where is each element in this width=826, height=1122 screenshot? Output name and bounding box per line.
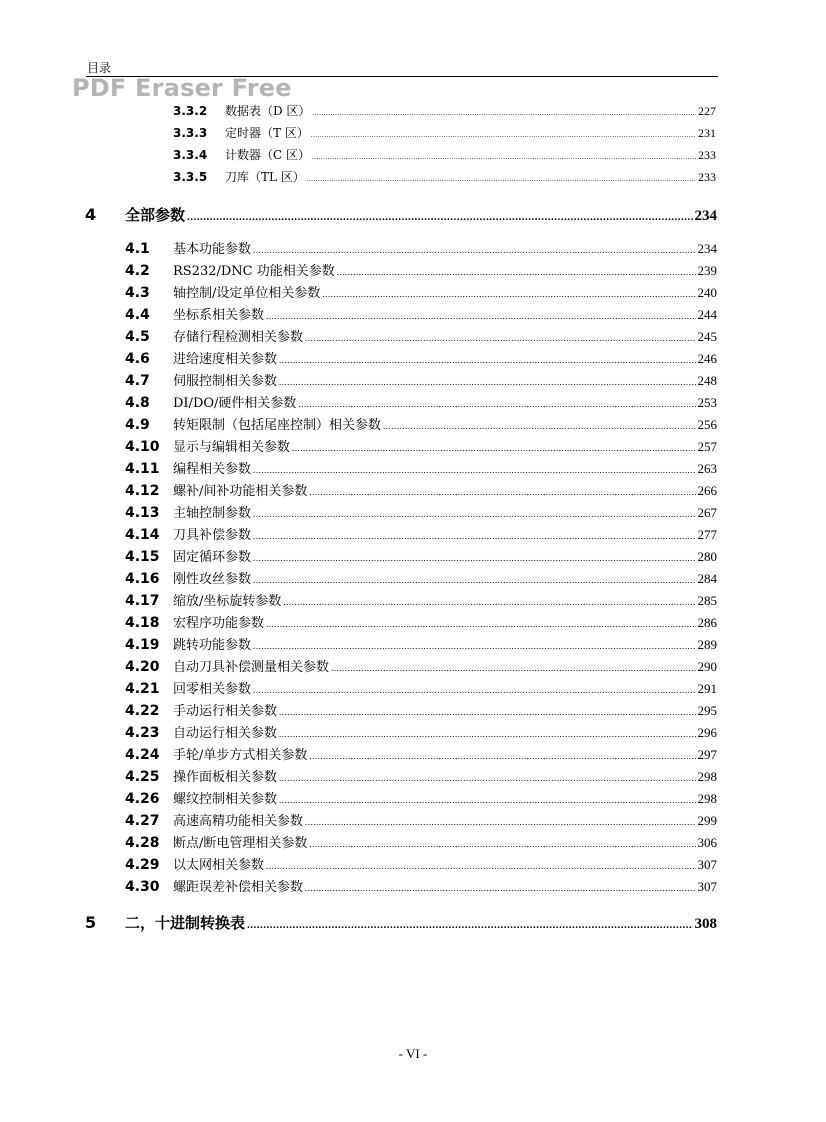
toc-entry-4-14[interactable] xyxy=(125,524,717,542)
toc-entry-title: 刀具补偿参数 xyxy=(173,528,252,543)
toc-entry-page: 240 xyxy=(697,285,717,300)
toc-entry-title: 坐标系相关参数 xyxy=(173,308,265,323)
toc-entry-page: 245 xyxy=(697,329,717,344)
toc-entry-page: 253 xyxy=(697,395,717,410)
toc-entry-page: 227 xyxy=(698,104,716,118)
toc-dot-leader xyxy=(311,131,696,139)
toc-entry-title: 宏程序功能参数 xyxy=(173,616,265,631)
toc-entry-number: 4.30 xyxy=(125,879,160,895)
toc-dot-leader xyxy=(383,421,695,431)
toc-entry-3-3-3[interactable] xyxy=(173,124,716,140)
toc-entry-4-30[interactable] xyxy=(125,876,717,894)
toc-entry-number: 4.8 xyxy=(125,395,150,411)
toc-chapter-number: 5 xyxy=(85,913,97,932)
toc-entry-4-29[interactable] xyxy=(125,854,717,872)
toc-dot-leader xyxy=(312,109,696,117)
toc-entry-page: 306 xyxy=(697,835,717,850)
toc-entry-title: 计数器（C 区） xyxy=(225,148,310,162)
toc-entry-page: 233 xyxy=(698,148,716,162)
toc-entry-4-9[interactable] xyxy=(125,414,717,432)
toc-entry-4-5[interactable] xyxy=(125,326,717,344)
toc-entry-title: 主轴控制参数 xyxy=(173,506,252,521)
toc-chapter-page: 234 xyxy=(694,208,717,224)
toc-entry-title: 刚性攻丝参数 xyxy=(173,572,252,587)
toc-entry-number: 3.3.2 xyxy=(173,104,208,118)
toc-entry-title: RS232/DNC 功能相关参数 xyxy=(173,264,335,279)
toc-entry-3-3-2[interactable] xyxy=(173,102,716,118)
toc-entry-4-12[interactable] xyxy=(125,480,717,498)
toc-entry-title: 伺服控制相关参数 xyxy=(173,374,278,389)
toc-entry-number: 4.11 xyxy=(125,461,160,477)
toc-entry-4-7[interactable] xyxy=(125,370,717,388)
toc-entry-4-23[interactable] xyxy=(125,722,717,740)
toc-entry-page: 263 xyxy=(697,461,717,476)
toc-entry-number: 4.4 xyxy=(125,307,150,323)
toc-entry-title: 轴控制/设定单位相关参数 xyxy=(173,286,321,301)
toc-entry-number: 4.25 xyxy=(125,769,160,785)
toc-chapter-title: 全部参数 xyxy=(125,206,186,224)
toc-dot-leader xyxy=(331,663,695,673)
toc-entry-number: 4.10 xyxy=(125,439,160,455)
toc-dot-leader xyxy=(312,153,696,161)
toc-entry-number: 4.13 xyxy=(125,505,160,521)
toc-entry-4-11[interactable] xyxy=(125,458,717,476)
toc-entry-page: 280 xyxy=(697,549,717,564)
toc-entry-page: 248 xyxy=(697,373,717,388)
toc-entry-title: 螺纹控制相关参数 xyxy=(173,792,278,807)
toc-entry-title: 固定循环参数 xyxy=(173,550,252,565)
toc-dot-leader xyxy=(307,175,696,183)
toc-entry-page: 231 xyxy=(698,126,716,140)
toc-dot-leader xyxy=(253,685,695,695)
toc-dot-leader xyxy=(253,245,695,255)
toc-entry-number: 4.27 xyxy=(125,813,160,829)
toc-dot-leader xyxy=(266,861,695,871)
toc-entry-4-15[interactable] xyxy=(125,546,717,564)
toc-entry-page: 307 xyxy=(697,879,717,894)
toc-entry-page: 277 xyxy=(697,527,717,542)
toc-dot-leader xyxy=(305,333,695,343)
toc-entry-4-13[interactable] xyxy=(125,502,717,520)
toc-entry-number: 4.29 xyxy=(125,857,160,873)
toc-entry-number: 4.19 xyxy=(125,637,160,653)
toc-entry-page: 307 xyxy=(697,857,717,872)
toc-entry-title: 手轮/单步方式相关参数 xyxy=(173,748,308,763)
toc-chapter-number: 4 xyxy=(85,205,97,224)
toc-entry-title: 自动运行相关参数 xyxy=(173,726,278,741)
toc-dot-leader xyxy=(279,773,695,783)
toc-chapter-page: 308 xyxy=(694,916,717,932)
toc-entry-title: 编程相关参数 xyxy=(173,462,252,477)
toc-entry-number: 4.22 xyxy=(125,703,160,719)
toc-dot-leader xyxy=(266,619,695,629)
toc-entry-4-25[interactable] xyxy=(125,766,717,784)
toc-entry-title: 刀库（TL 区） xyxy=(225,170,305,184)
toc-dot-leader xyxy=(309,487,695,497)
toc-entry-number: 4.3 xyxy=(125,285,150,301)
toc-entry-4-3[interactable] xyxy=(125,282,717,300)
toc-entry-number: 4.18 xyxy=(125,615,160,631)
toc-dot-leader xyxy=(309,751,695,761)
toc-entry-4-18[interactable] xyxy=(125,612,717,630)
toc-chapter-5[interactable] xyxy=(85,912,717,934)
toc-entry-title: 存储行程检测相关参数 xyxy=(173,330,304,345)
toc-entry-page: 286 xyxy=(697,615,717,630)
toc-entry-page: 257 xyxy=(697,439,717,454)
toc-entry-4-4[interactable] xyxy=(125,304,717,322)
toc-entry-number: 4.6 xyxy=(125,351,150,367)
toc-entry-4-6[interactable] xyxy=(125,348,717,366)
toc-entry-page: 299 xyxy=(697,813,717,828)
toc-dot-leader xyxy=(279,707,695,717)
toc-chapter-4[interactable] xyxy=(85,204,717,226)
toc-dot-leader xyxy=(337,267,696,277)
toc-dot-leader xyxy=(322,289,695,299)
toc-entry-page: 233 xyxy=(698,170,716,184)
toc-dot-leader xyxy=(305,817,695,827)
toc-entry-title: 跳转功能参数 xyxy=(173,638,252,653)
toc-entry-number: 3.3.4 xyxy=(173,148,208,162)
toc-entry-3-3-4[interactable] xyxy=(173,146,716,162)
toc-entry-number: 4.23 xyxy=(125,725,160,741)
toc-entry-number: 4.9 xyxy=(125,417,150,433)
toc-entry-number: 4.2 xyxy=(125,263,150,279)
toc-entry-page: 298 xyxy=(697,769,717,784)
toc-dot-leader xyxy=(279,795,695,805)
toc-entry-title: 断点/断电管理相关参数 xyxy=(173,836,308,851)
toc-dot-leader xyxy=(187,211,692,223)
toc-entry-page: 266 xyxy=(697,483,717,498)
toc-entry-title: 回零相关参数 xyxy=(173,682,252,697)
toc-entry-number: 4.15 xyxy=(125,549,160,565)
toc-entry-4-26[interactable] xyxy=(125,788,717,806)
toc-entry-4-24[interactable] xyxy=(125,744,717,762)
toc-entry-page: 297 xyxy=(697,747,717,762)
toc-entry-title: 螺距误差补偿相关参数 xyxy=(173,880,304,895)
toc-dot-leader xyxy=(283,597,695,607)
toc-entry-title: DI/DO/硬件相关参数 xyxy=(173,396,297,411)
toc-dot-leader xyxy=(279,729,695,739)
toc-entry-title: 缩放/坐标旋转参数 xyxy=(173,594,282,609)
toc-entry-page: 246 xyxy=(697,351,717,366)
toc-dot-leader xyxy=(253,641,695,651)
toc-entry-title: 进给速度相关参数 xyxy=(173,352,278,367)
toc-entry-number: 4.28 xyxy=(125,835,160,851)
watermark: PDF Eraser Free xyxy=(72,74,292,102)
page-number: - VI - xyxy=(398,1046,428,1061)
toc-entry-title: 转矩限制（包括尾座控制）相关参数 xyxy=(173,418,382,433)
toc-entry-3-3-5[interactable] xyxy=(173,168,716,184)
toc-entry-number: 4.12 xyxy=(125,483,160,499)
toc-entry-title: 数据表（D 区） xyxy=(225,104,311,118)
toc-entry-title: 螺补/间补功能相关参数 xyxy=(173,484,308,499)
toc-entry-number: 4.26 xyxy=(125,791,160,807)
toc-entry-number: 4.17 xyxy=(125,593,160,609)
toc-entry-number: 3.3.3 xyxy=(173,126,208,140)
toc-entry-title: 手动运行相关参数 xyxy=(173,704,278,719)
toc-entry-4-21[interactable] xyxy=(125,678,717,696)
toc-entry-number: 4.14 xyxy=(125,527,160,543)
toc-entry-title: 自动刀具补偿测量相关参数 xyxy=(173,660,330,675)
toc-dot-leader xyxy=(253,553,695,563)
toc-entry-4-28[interactable] xyxy=(125,832,717,850)
toc-entry-4-20[interactable] xyxy=(125,656,717,674)
toc-dot-leader xyxy=(253,575,695,585)
toc-entry-number: 3.3.5 xyxy=(173,170,208,184)
toc-entry-page: 290 xyxy=(697,659,717,674)
toc-entry-4-22[interactable] xyxy=(125,700,717,718)
toc-entry-number: 4.21 xyxy=(125,681,160,697)
toc-dot-leader xyxy=(292,443,695,453)
toc-entry-page: 296 xyxy=(697,725,717,740)
toc-dot-leader xyxy=(253,531,695,541)
toc-dot-leader xyxy=(279,355,695,365)
toc-entry-4-19[interactable] xyxy=(125,634,717,652)
toc-entry-4-16[interactable] xyxy=(125,568,717,586)
toc-entry-page: 285 xyxy=(697,593,717,608)
toc-entry-number: 4.20 xyxy=(125,659,160,675)
toc-entry-title: 基本功能参数 xyxy=(173,242,252,257)
toc-entry-4-2[interactable] xyxy=(125,260,717,278)
toc-dot-leader xyxy=(305,883,695,893)
toc-entry-page: 239 xyxy=(697,263,717,278)
toc-entry-page: 298 xyxy=(697,791,717,806)
toc-entry-page: 244 xyxy=(697,307,717,322)
toc-entry-number: 4.5 xyxy=(125,329,150,345)
toc-entry-number: 4.1 xyxy=(125,241,150,257)
toc-dot-leader xyxy=(253,465,695,475)
toc-dot-leader xyxy=(266,311,695,321)
toc-entry-title: 操作面板相关参数 xyxy=(173,770,278,785)
toc-entry-page: 295 xyxy=(697,703,717,718)
toc-dot-leader xyxy=(253,509,695,519)
toc-entry-4-8[interactable] xyxy=(125,392,717,410)
toc-dot-leader xyxy=(309,839,695,849)
toc-dot-leader xyxy=(247,919,692,931)
toc-entry-number: 4.16 xyxy=(125,571,160,587)
toc-entry-page: 291 xyxy=(697,681,717,696)
toc-entry-page: 234 xyxy=(697,241,717,256)
toc-entry-page: 289 xyxy=(697,637,717,652)
toc-dot-leader xyxy=(298,399,695,409)
toc-entry-4-17[interactable] xyxy=(125,590,717,608)
toc-dot-leader xyxy=(279,377,695,387)
toc-entry-number: 4.7 xyxy=(125,373,150,389)
toc-entry-page: 256 xyxy=(697,417,717,432)
toc-entry-title: 以太网相关参数 xyxy=(173,858,265,873)
toc-entry-title: 定时器（T 区） xyxy=(225,126,309,140)
toc-entry-number: 4.24 xyxy=(125,747,160,763)
toc-entry-title: 高速高精功能相关参数 xyxy=(173,814,304,829)
toc-entry-title: 显示与编辑相关参数 xyxy=(173,440,291,455)
toc-entry-page: 267 xyxy=(697,505,717,520)
toc-chapter-title: 二，十进制转换表 xyxy=(125,914,246,932)
toc-entry-4-1[interactable] xyxy=(125,238,717,256)
toc-entry-page: 284 xyxy=(697,571,717,586)
toc-entry-4-10[interactable] xyxy=(125,436,717,454)
header-title: 目录 xyxy=(87,61,112,75)
toc-entry-4-27[interactable] xyxy=(125,810,717,828)
